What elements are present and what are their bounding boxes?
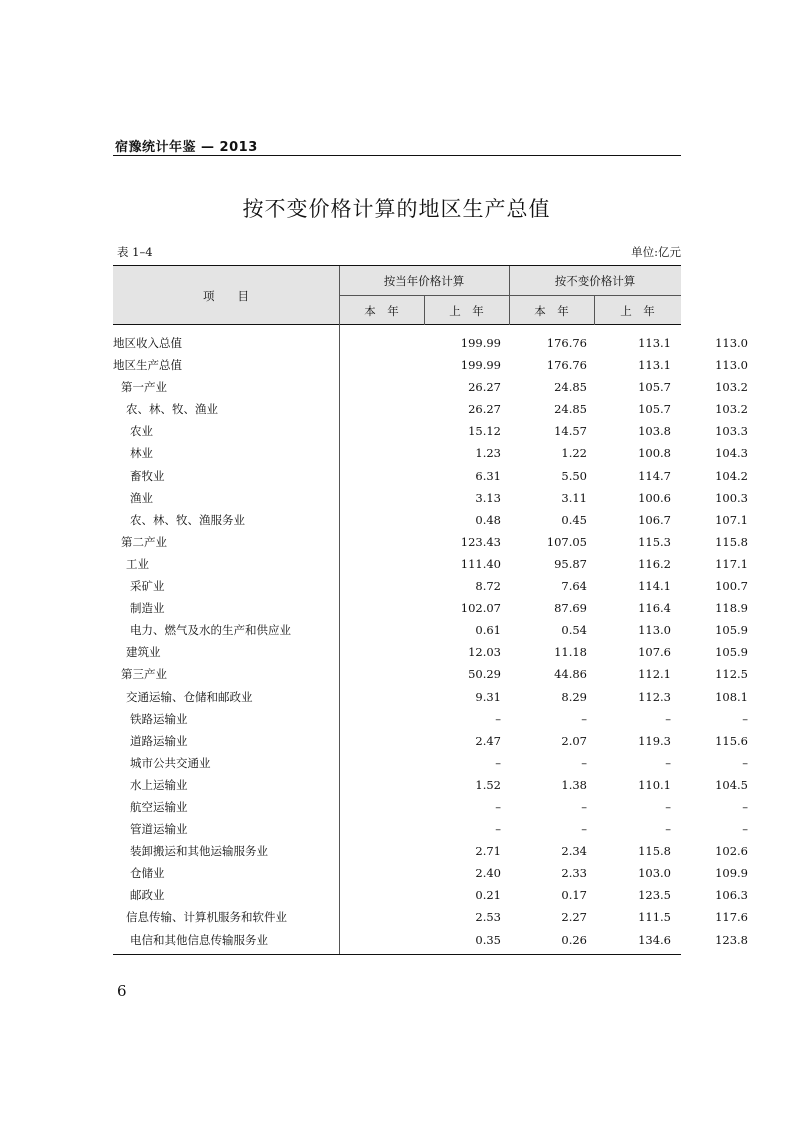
cell-current-last-year: 0.45	[561, 512, 587, 527]
cell-constant-this-year: 115.3	[638, 534, 671, 549]
cell-current-last-year: 1.38	[561, 777, 587, 792]
cell-constant-last-year: 109.9	[715, 866, 748, 881]
cell-constant-this-year: 119.3	[638, 733, 671, 748]
header-rule-mid	[339, 295, 681, 296]
cell-constant-last-year: 104.5	[715, 777, 748, 792]
cell-constant-last-year: 108.1	[715, 689, 748, 704]
cell-current-last-year: 2.07	[561, 733, 587, 748]
cell-current-this-year: 1.23	[475, 446, 501, 461]
cell-constant-this-year: 103.0	[638, 866, 671, 881]
cell-current-last-year: 24.85	[554, 402, 587, 417]
table-row	[113, 929, 748, 951]
cell-constant-this-year: 116.2	[638, 556, 671, 571]
column-header-this-year: 本 年	[364, 304, 399, 318]
cell-current-this-year: 0.21	[475, 888, 501, 903]
row-label: 建筑业	[126, 645, 161, 660]
row-label: 邮政业	[130, 888, 165, 903]
cell-current-this-year: 12.03	[468, 645, 501, 660]
cell-constant-last-year: 123.8	[715, 932, 748, 947]
row-label: 电力、燃气及水的生产和供应业	[130, 623, 291, 638]
cell-constant-this-year: 115.8	[638, 844, 671, 859]
row-label: 农、林、牧、渔业	[126, 402, 218, 417]
cell-constant-this-year: 113.1	[638, 358, 671, 373]
cell-current-last-year: 0.17	[561, 888, 587, 903]
table-row	[113, 663, 748, 685]
table-row	[113, 752, 748, 774]
row-label: 水上运输业	[130, 777, 188, 792]
cell-constant-this-year: 105.7	[638, 380, 671, 395]
table-row	[113, 398, 748, 420]
cell-current-last-year: 44.86	[554, 667, 587, 682]
cell-constant-this-year: –	[665, 822, 671, 837]
cell-constant-last-year: 113.0	[715, 358, 748, 373]
table-row	[113, 420, 748, 442]
row-label: 渔业	[130, 490, 153, 505]
table-body	[113, 332, 748, 951]
table-row	[113, 730, 748, 752]
cell-constant-last-year: 105.9	[715, 623, 748, 638]
header-rule	[113, 155, 681, 156]
cell-current-last-year: 176.76	[546, 358, 587, 373]
row-label: 道路运输业	[130, 733, 188, 748]
cell-constant-last-year: 103.3	[715, 424, 748, 439]
table-row	[113, 487, 748, 509]
cell-constant-last-year: 117.1	[715, 556, 748, 571]
row-label: 第三产业	[121, 667, 167, 682]
cell-constant-this-year: –	[665, 799, 671, 814]
cell-constant-last-year: 107.1	[715, 512, 748, 527]
row-label: 城市公共交通业	[130, 755, 211, 770]
table-row	[113, 862, 748, 884]
cell-constant-last-year: 115.8	[715, 534, 748, 549]
cell-constant-this-year: 100.6	[638, 490, 671, 505]
cell-current-last-year: 2.34	[561, 844, 587, 859]
cell-current-this-year: 2.71	[475, 844, 501, 859]
table-row	[113, 354, 748, 376]
table-row	[113, 840, 748, 862]
cell-current-this-year: 0.35	[475, 932, 501, 947]
row-label: 采矿业	[130, 579, 165, 594]
cell-constant-last-year: 100.7	[715, 579, 748, 594]
cell-constant-this-year: 134.6	[638, 932, 671, 947]
cell-current-this-year: 199.99	[460, 336, 501, 350]
row-label: 仓储业	[130, 866, 165, 881]
cell-current-last-year: 14.57	[554, 424, 587, 439]
row-label: 农、林、牧、渔服务业	[130, 512, 245, 527]
cell-current-last-year: 7.64	[561, 579, 587, 594]
row-label: 林业	[130, 446, 153, 461]
table-bottom-rule	[113, 954, 681, 955]
row-label: 地区生产总值	[113, 358, 182, 373]
page-title: 按不变价格计算的地区生产总值	[242, 197, 551, 221]
table-row	[113, 641, 748, 663]
cell-constant-this-year: 110.1	[638, 777, 671, 792]
cell-current-this-year: 0.61	[475, 623, 501, 638]
cell-constant-last-year: 112.5	[715, 667, 748, 682]
cell-current-last-year: 11.18	[554, 645, 587, 660]
row-label: 信息传输、计算机服务和软件业	[126, 910, 287, 925]
cell-current-this-year: 26.27	[468, 402, 501, 417]
running-header: 宿豫统计年鉴 — 2013	[115, 140, 258, 155]
cell-current-this-year: 15.12	[468, 424, 501, 439]
row-label: 制造业	[130, 601, 165, 616]
cell-current-last-year: 0.54	[561, 623, 587, 638]
table-row	[113, 597, 748, 619]
cell-constant-last-year: –	[742, 822, 748, 837]
cell-current-this-year: 26.27	[468, 380, 501, 395]
table-row	[113, 619, 748, 641]
cell-constant-last-year: –	[742, 799, 748, 814]
column-header-last-year: 上 年	[449, 304, 484, 318]
row-label: 航空运输业	[130, 799, 188, 814]
cell-current-last-year: 107.05	[546, 534, 587, 549]
cell-constant-last-year: 104.2	[715, 468, 748, 483]
cell-current-this-year: 111.40	[460, 556, 501, 571]
cell-current-last-year: –	[581, 822, 587, 837]
cell-current-this-year: 50.29	[468, 667, 501, 682]
table-row	[113, 531, 748, 553]
row-label: 农业	[130, 424, 153, 439]
cell-constant-this-year: 100.8	[638, 446, 671, 461]
cell-constant-last-year: –	[742, 755, 748, 770]
cell-constant-last-year: 100.3	[715, 490, 748, 505]
cell-constant-this-year: 113.1	[638, 336, 671, 350]
column-header-this-year: 本 年	[534, 304, 569, 318]
cell-constant-last-year: 118.9	[715, 601, 748, 616]
cell-constant-this-year: 114.1	[638, 579, 671, 594]
cell-constant-last-year: 117.6	[715, 910, 748, 925]
cell-current-last-year: –	[581, 755, 587, 770]
cell-constant-this-year: 114.7	[638, 468, 671, 483]
cell-constant-this-year: –	[665, 711, 671, 726]
cell-current-this-year: 3.13	[475, 490, 501, 505]
row-label: 电信和其他信息传输服务业	[130, 932, 268, 947]
table-header	[113, 265, 681, 325]
row-label: 装卸搬运和其他运输服务业	[130, 844, 268, 859]
cell-constant-this-year: 111.5	[638, 910, 671, 925]
cell-current-last-year: 8.29	[561, 689, 587, 704]
cell-current-last-year: 1.22	[561, 446, 587, 461]
cell-current-this-year: 2.53	[475, 910, 501, 925]
table-row	[113, 686, 748, 708]
cell-constant-last-year: 105.9	[715, 645, 748, 660]
cell-current-last-year: 2.33	[561, 866, 587, 881]
table-row	[113, 509, 748, 531]
cell-constant-last-year: 104.3	[715, 446, 748, 461]
cell-current-last-year: 87.69	[554, 601, 587, 616]
cell-constant-last-year: 102.6	[715, 844, 748, 859]
column-group-current-price: 按当年价格计算	[383, 274, 465, 288]
cell-current-last-year: 95.87	[554, 556, 587, 571]
cell-current-this-year: 2.40	[475, 866, 501, 881]
cell-current-this-year: 6.31	[475, 468, 501, 483]
table-row	[113, 708, 748, 730]
cell-current-this-year: 199.99	[460, 358, 501, 373]
column-group-constant-price: 按不变价格计算	[554, 274, 636, 288]
cell-current-this-year: 1.52	[475, 777, 501, 792]
cell-current-last-year: –	[581, 799, 587, 814]
row-label: 畜牧业	[130, 468, 165, 483]
cell-current-this-year: 0.48	[475, 512, 501, 527]
cell-current-this-year: –	[495, 799, 501, 814]
table-row	[113, 906, 748, 928]
row-label: 交通运输、仓储和邮政业	[126, 689, 253, 704]
cell-constant-this-year: 103.8	[638, 424, 671, 439]
cell-constant-last-year: 115.6	[715, 733, 748, 748]
cell-constant-this-year: 106.7	[638, 512, 671, 527]
cell-current-last-year: 24.85	[554, 380, 587, 395]
row-label: 管道运输业	[130, 822, 188, 837]
unit-label: 单位:亿元	[631, 245, 681, 259]
cell-current-this-year: 123.43	[460, 534, 501, 549]
cell-constant-last-year: –	[742, 711, 748, 726]
cell-current-last-year: 0.26	[561, 932, 587, 947]
row-label: 地区收入总值	[113, 336, 182, 350]
table-row	[113, 796, 748, 818]
table-code: 表 1–4	[117, 245, 153, 259]
cell-constant-this-year: 112.1	[638, 667, 671, 682]
cell-current-last-year: 3.11	[561, 490, 587, 505]
cell-constant-this-year: –	[665, 755, 671, 770]
table-row	[113, 575, 748, 597]
table-row	[113, 465, 748, 487]
cell-current-last-year: 176.76	[546, 336, 587, 350]
cell-constant-last-year: 103.2	[715, 380, 748, 395]
table-row	[113, 376, 748, 398]
cell-constant-this-year: 113.0	[638, 623, 671, 638]
table-row	[113, 553, 748, 575]
cell-constant-this-year: 105.7	[638, 402, 671, 417]
cell-current-this-year: –	[495, 755, 501, 770]
cell-constant-this-year: 116.4	[638, 601, 671, 616]
cell-current-last-year: –	[581, 711, 587, 726]
cell-current-this-year: 2.47	[475, 733, 501, 748]
cell-constant-last-year: 103.2	[715, 402, 748, 417]
page-number: 6	[117, 982, 127, 1000]
table-row	[113, 884, 748, 906]
row-label: 第二产业	[121, 534, 167, 549]
row-label: 工业	[126, 556, 149, 571]
cell-constant-this-year: 107.6	[638, 645, 671, 660]
column-header-item: 项 目	[203, 289, 249, 303]
cell-current-this-year: –	[495, 711, 501, 726]
cell-current-last-year: 5.50	[561, 468, 587, 483]
row-label: 第一产业	[121, 380, 167, 395]
table-row	[113, 442, 748, 464]
column-header-last-year: 上 年	[620, 304, 655, 318]
cell-constant-this-year: 112.3	[638, 689, 671, 704]
table-row	[113, 774, 748, 796]
cell-constant-last-year: 106.3	[715, 888, 748, 903]
cell-current-this-year: 9.31	[475, 689, 501, 704]
cell-current-this-year: 102.07	[460, 601, 501, 616]
cell-current-last-year: 2.27	[561, 910, 587, 925]
cell-current-this-year: 8.72	[475, 579, 501, 594]
table-row	[113, 332, 748, 354]
cell-constant-this-year: 123.5	[638, 888, 671, 903]
cell-current-this-year: –	[495, 822, 501, 837]
row-label: 铁路运输业	[130, 711, 188, 726]
table-row	[113, 818, 748, 840]
cell-constant-last-year: 113.0	[715, 336, 748, 350]
